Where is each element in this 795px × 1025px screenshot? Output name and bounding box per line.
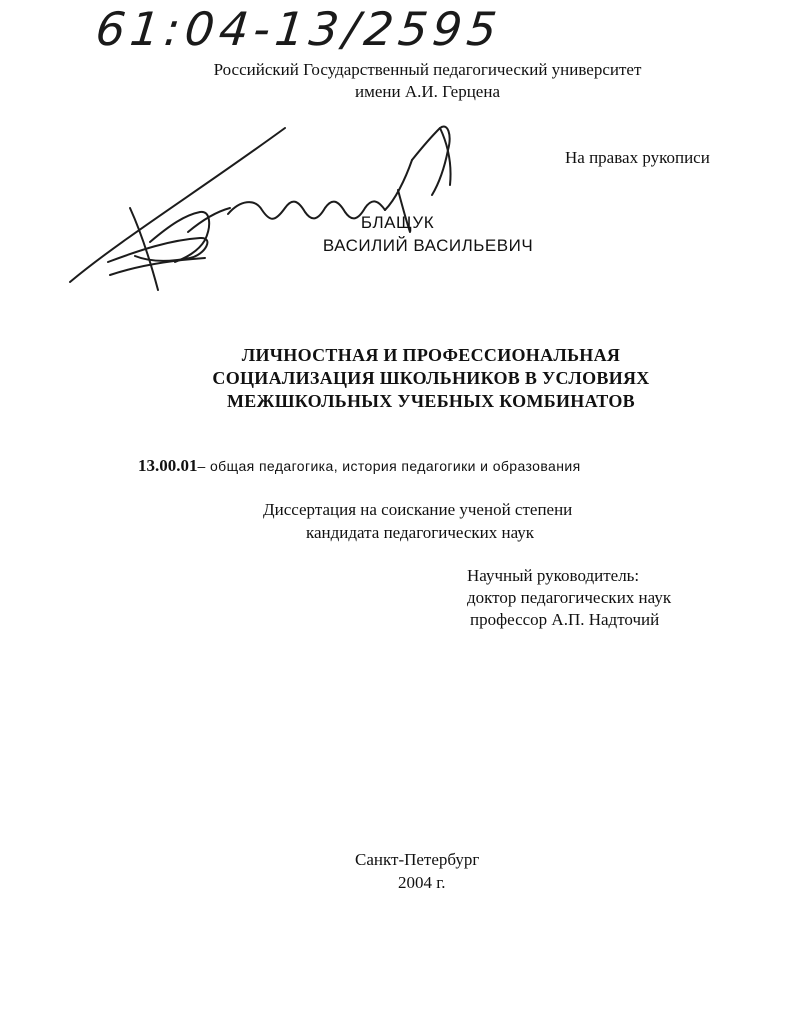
degree-statement-line-2: кандидата педагогических наук — [306, 523, 535, 542]
thesis-title-line-1: ЛИЧНОСТНАЯ И ПРОФЕССИОНАЛЬНАЯ — [241, 345, 621, 365]
author-given-names: ВАСИЛИЙ ВАСИЛЬЕВИЧ — [322, 236, 534, 255]
thesis-title-line-3: МЕЖШКОЛЬНЫХ УЧЕБНЫХ КОМБИНАТОВ — [227, 391, 635, 411]
supervisor-label: Научный руководитель: — [467, 566, 640, 585]
specialty — [138, 456, 581, 476]
degree-statement-line-1: Диссертация на соискание ученой степени — [263, 500, 573, 519]
handwritten-catalog-number: 61:04-13/2595 — [93, 2, 505, 56]
supervisor-name: профессор А.П. Надточий — [470, 610, 660, 629]
thesis-title-line-2: СОЦИАЛИЗАЦИЯ ШКОЛЬНИКОВ В УСЛОВИЯХ — [212, 368, 650, 388]
specialty-description: – общая педагогика, история педагогики и образования — [197, 458, 581, 474]
university-eponym: имени А.И. Герцена — [354, 82, 500, 101]
supervisor-degree: доктор педагогических наук — [467, 588, 672, 607]
city: Санкт-Петербург — [355, 850, 480, 869]
specialty-code: 13.00.01 — [138, 456, 198, 475]
year: 2004 г. — [398, 873, 446, 892]
university-name: Российский Государственный педагогический университет — [213, 60, 642, 79]
author-surname: БЛАЩУК — [360, 213, 435, 232]
manuscript-rights-note: На правах рукописи — [565, 148, 710, 167]
